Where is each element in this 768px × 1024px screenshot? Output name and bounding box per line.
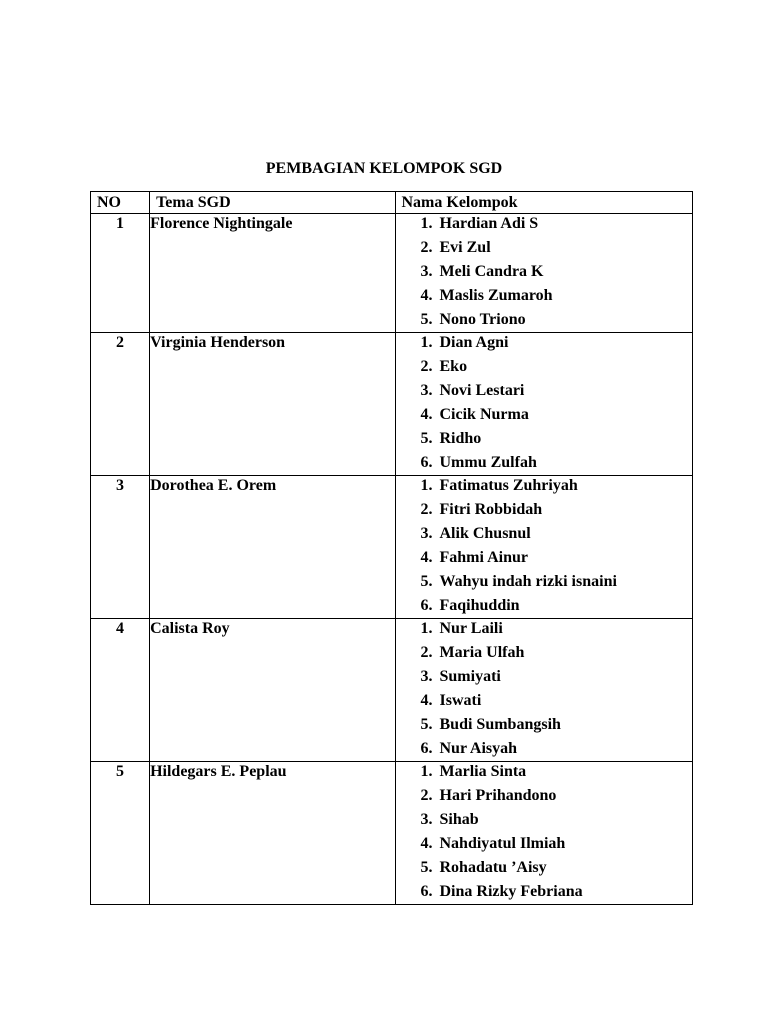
member-number: 3. xyxy=(420,525,433,542)
member-number: 5. xyxy=(420,311,433,328)
table-body xyxy=(91,214,693,905)
group-theme: Dorothea E. Orem xyxy=(150,476,395,619)
member-number: 5. xyxy=(420,430,433,447)
member-name: Budi Sumbangsih xyxy=(439,716,561,733)
member-name: Nur Laili xyxy=(439,620,503,637)
member-name: Fahmi Ainur xyxy=(439,549,528,566)
member-name: Ummu Zulfah xyxy=(439,454,537,471)
member-number: 5. xyxy=(420,573,433,590)
member-item xyxy=(396,715,693,739)
member-item xyxy=(396,310,693,332)
member-number: 3. xyxy=(420,668,433,685)
member-item xyxy=(396,858,693,882)
member-name: Marlia Sinta xyxy=(439,763,527,780)
member-item xyxy=(396,739,693,761)
member-list xyxy=(396,619,693,761)
member-name: Iswati xyxy=(439,692,482,709)
member-name: Cicik Nurma xyxy=(439,406,529,423)
member-number: 4. xyxy=(420,835,433,852)
member-number: 1. xyxy=(420,763,433,780)
group-members xyxy=(395,333,693,476)
member-name: Meli Candra K xyxy=(439,263,544,280)
member-name: Fatimatus Zuhriyah xyxy=(439,477,578,494)
member-item xyxy=(396,476,693,500)
member-number: 2. xyxy=(420,239,433,256)
member-item xyxy=(396,810,693,834)
member-name: Faqihuddin xyxy=(439,597,520,614)
member-number: 3. xyxy=(420,811,433,828)
member-item xyxy=(396,762,693,786)
member-name: Hari Prihandono xyxy=(439,787,557,804)
group-theme: Florence Nightingale xyxy=(150,214,395,333)
member-number: 3. xyxy=(420,263,433,280)
member-name: Dina Rizky Febriana xyxy=(439,883,583,900)
member-list xyxy=(396,476,693,618)
member-item xyxy=(396,429,693,453)
member-name: Evi Zul xyxy=(439,239,491,256)
member-name: Nono Triono xyxy=(439,311,526,328)
member-item xyxy=(396,667,693,691)
member-number: 6. xyxy=(420,454,433,471)
member-number: 6. xyxy=(420,740,433,757)
member-number: 3. xyxy=(420,382,433,399)
header-no: NO xyxy=(91,192,150,214)
member-name: Hardian Adi S xyxy=(439,215,539,232)
table-row xyxy=(91,476,693,619)
member-number: 4. xyxy=(420,406,433,423)
member-item xyxy=(396,643,693,667)
member-name: Nahdiyatul Ilmiah xyxy=(439,835,566,852)
member-name: Fitri Robbidah xyxy=(439,501,543,518)
member-item xyxy=(396,619,693,643)
member-number: 2. xyxy=(420,787,433,804)
member-item xyxy=(396,238,693,262)
member-name: Maslis Zumaroh xyxy=(439,287,553,304)
member-item xyxy=(396,691,693,715)
member-item xyxy=(396,381,693,405)
header-nama: Nama Kelompok xyxy=(395,192,693,214)
table-row xyxy=(91,214,693,333)
member-number: 4. xyxy=(420,692,433,709)
group-theme: Hildegars E. Peplau xyxy=(150,762,395,905)
member-item xyxy=(396,214,693,238)
member-name: Dian Agni xyxy=(439,334,509,351)
member-item xyxy=(396,834,693,858)
member-item xyxy=(396,524,693,548)
group-members xyxy=(395,476,693,619)
member-name: Alik Chusnul xyxy=(439,525,531,542)
member-item xyxy=(396,453,693,475)
member-item xyxy=(396,262,693,286)
group-number: 5 xyxy=(91,762,150,905)
table-row xyxy=(91,762,693,905)
table-row xyxy=(91,333,693,476)
member-name: Novi Lestari xyxy=(439,382,525,399)
member-item xyxy=(396,286,693,310)
member-number: 4. xyxy=(420,287,433,304)
member-number: 1. xyxy=(420,215,433,232)
group-theme: Virginia Henderson xyxy=(150,333,395,476)
member-name: Eko xyxy=(439,358,468,375)
member-item xyxy=(396,572,693,596)
group-members xyxy=(395,214,693,333)
group-table xyxy=(90,191,693,905)
member-number: 2. xyxy=(420,501,433,518)
member-item xyxy=(396,500,693,524)
member-item xyxy=(396,786,693,810)
group-number: 1 xyxy=(91,214,150,333)
member-name: Nur Aisyah xyxy=(439,740,518,757)
member-name: Maria Ulfah xyxy=(439,644,525,661)
member-name: Wahyu indah rizki isnaini xyxy=(439,573,617,590)
member-number: 1. xyxy=(420,620,433,637)
member-item xyxy=(396,405,693,429)
member-name: Ridho xyxy=(439,430,482,447)
member-number: 4. xyxy=(420,549,433,566)
group-number: 2 xyxy=(91,333,150,476)
member-item xyxy=(396,357,693,381)
group-members xyxy=(395,619,693,762)
member-number: 6. xyxy=(420,597,433,614)
group-number: 4 xyxy=(91,619,150,762)
member-item xyxy=(396,333,693,357)
member-name: Sihab xyxy=(439,811,479,828)
group-theme: Calista Roy xyxy=(150,619,395,762)
member-item xyxy=(396,548,693,572)
member-name: Rohadatu ’Aisy xyxy=(439,859,547,876)
member-number: 5. xyxy=(420,859,433,876)
member-number: 2. xyxy=(420,644,433,661)
member-name: Sumiyati xyxy=(439,668,501,685)
group-members xyxy=(395,762,693,905)
table-header-row xyxy=(91,192,693,214)
group-number: 3 xyxy=(91,476,150,619)
member-list xyxy=(396,214,693,332)
member-item xyxy=(396,596,693,618)
member-list xyxy=(396,762,693,904)
header-tema: Tema SGD xyxy=(150,192,395,214)
member-list xyxy=(396,333,693,475)
member-number: 1. xyxy=(420,477,433,494)
member-number: 5. xyxy=(420,716,433,733)
member-number: 6. xyxy=(420,883,433,900)
document-title: PEMBAGIAN KELOMPOK SGD xyxy=(265,160,503,177)
table-row xyxy=(91,619,693,762)
member-number: 2. xyxy=(420,358,433,375)
member-number: 1. xyxy=(420,334,433,351)
member-item xyxy=(396,882,693,904)
